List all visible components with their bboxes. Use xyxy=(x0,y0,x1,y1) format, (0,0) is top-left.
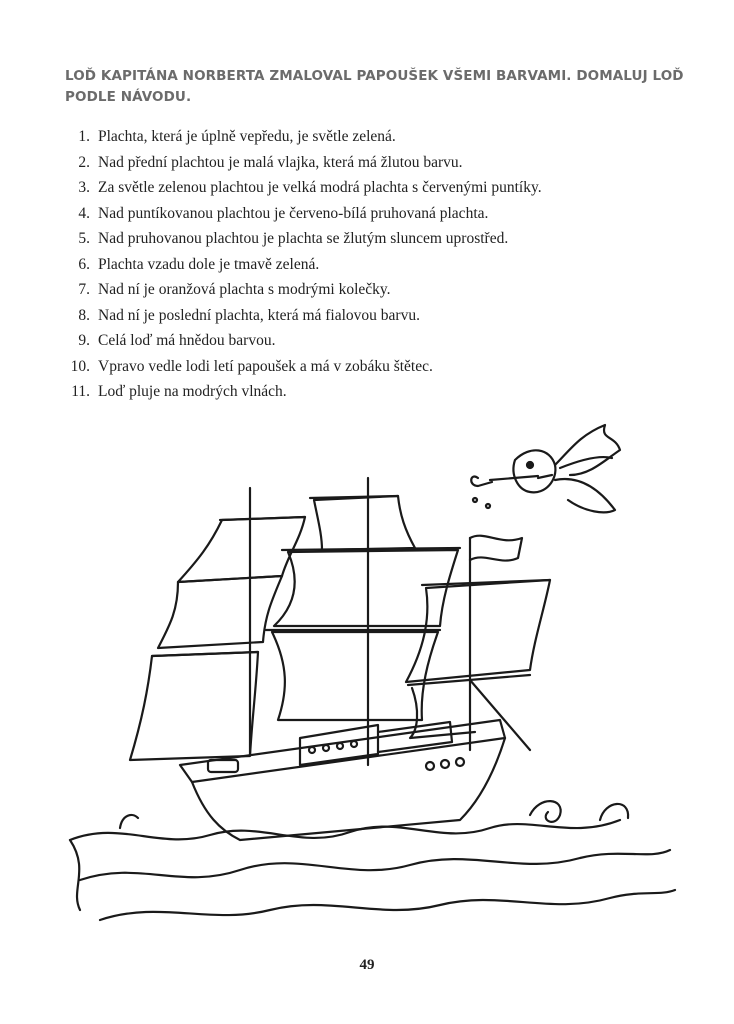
parrot xyxy=(471,425,620,512)
ship-hull xyxy=(180,720,505,840)
flag xyxy=(470,536,522,561)
list-item: 3. Za světle zelenou plachtou je velká modrá plachta s červenými puntíky. xyxy=(78,179,542,196)
list-item: 1. Plachta, která je úplně vepředu, je světle zelená. xyxy=(78,128,396,145)
list-item: 5. Nad pruhovanou plachtou je plachta se žlutým sluncem uprostřed. xyxy=(78,230,509,247)
page-heading: LOĎ KAPITÁNA NORBERTA ZMALOVAL PAPOUŠEK VŠEMI BARVAMI. DOMALUJ LOĎ PODLE NÁVODU. xyxy=(65,68,684,105)
waves xyxy=(70,801,675,920)
page-number: 49 xyxy=(359,957,375,973)
list-item: 10. Vpravo vedle lodi letí papoušek a má v zobáku štětec. xyxy=(70,357,433,375)
instruction-list xyxy=(62,124,542,405)
list-item: 4. Nad puntíkovanou plachtou je červeno-bílá pruhovaná plachta. xyxy=(78,204,489,222)
list-item: 2. Nad přední plachtou je malá vlajka, která má žlutou barvu. xyxy=(78,153,463,171)
list-item: 11. Loď pluje na modrých vlnách. xyxy=(71,383,287,400)
ship-illustration xyxy=(60,420,680,940)
list-item: 9. Celá loď má hnědou barvou. xyxy=(78,332,276,349)
main-sails xyxy=(266,496,460,720)
list-item: 7. Nad ní je oranžová plachta s modrými kolečky. xyxy=(78,281,391,298)
front-sails xyxy=(406,580,550,738)
list-item: 6. Plachta vzadu dole je tmavě zelená. xyxy=(78,255,320,273)
list-item: 8. Nad ní je poslední plachta, která má fialovou barvu. xyxy=(78,306,420,324)
